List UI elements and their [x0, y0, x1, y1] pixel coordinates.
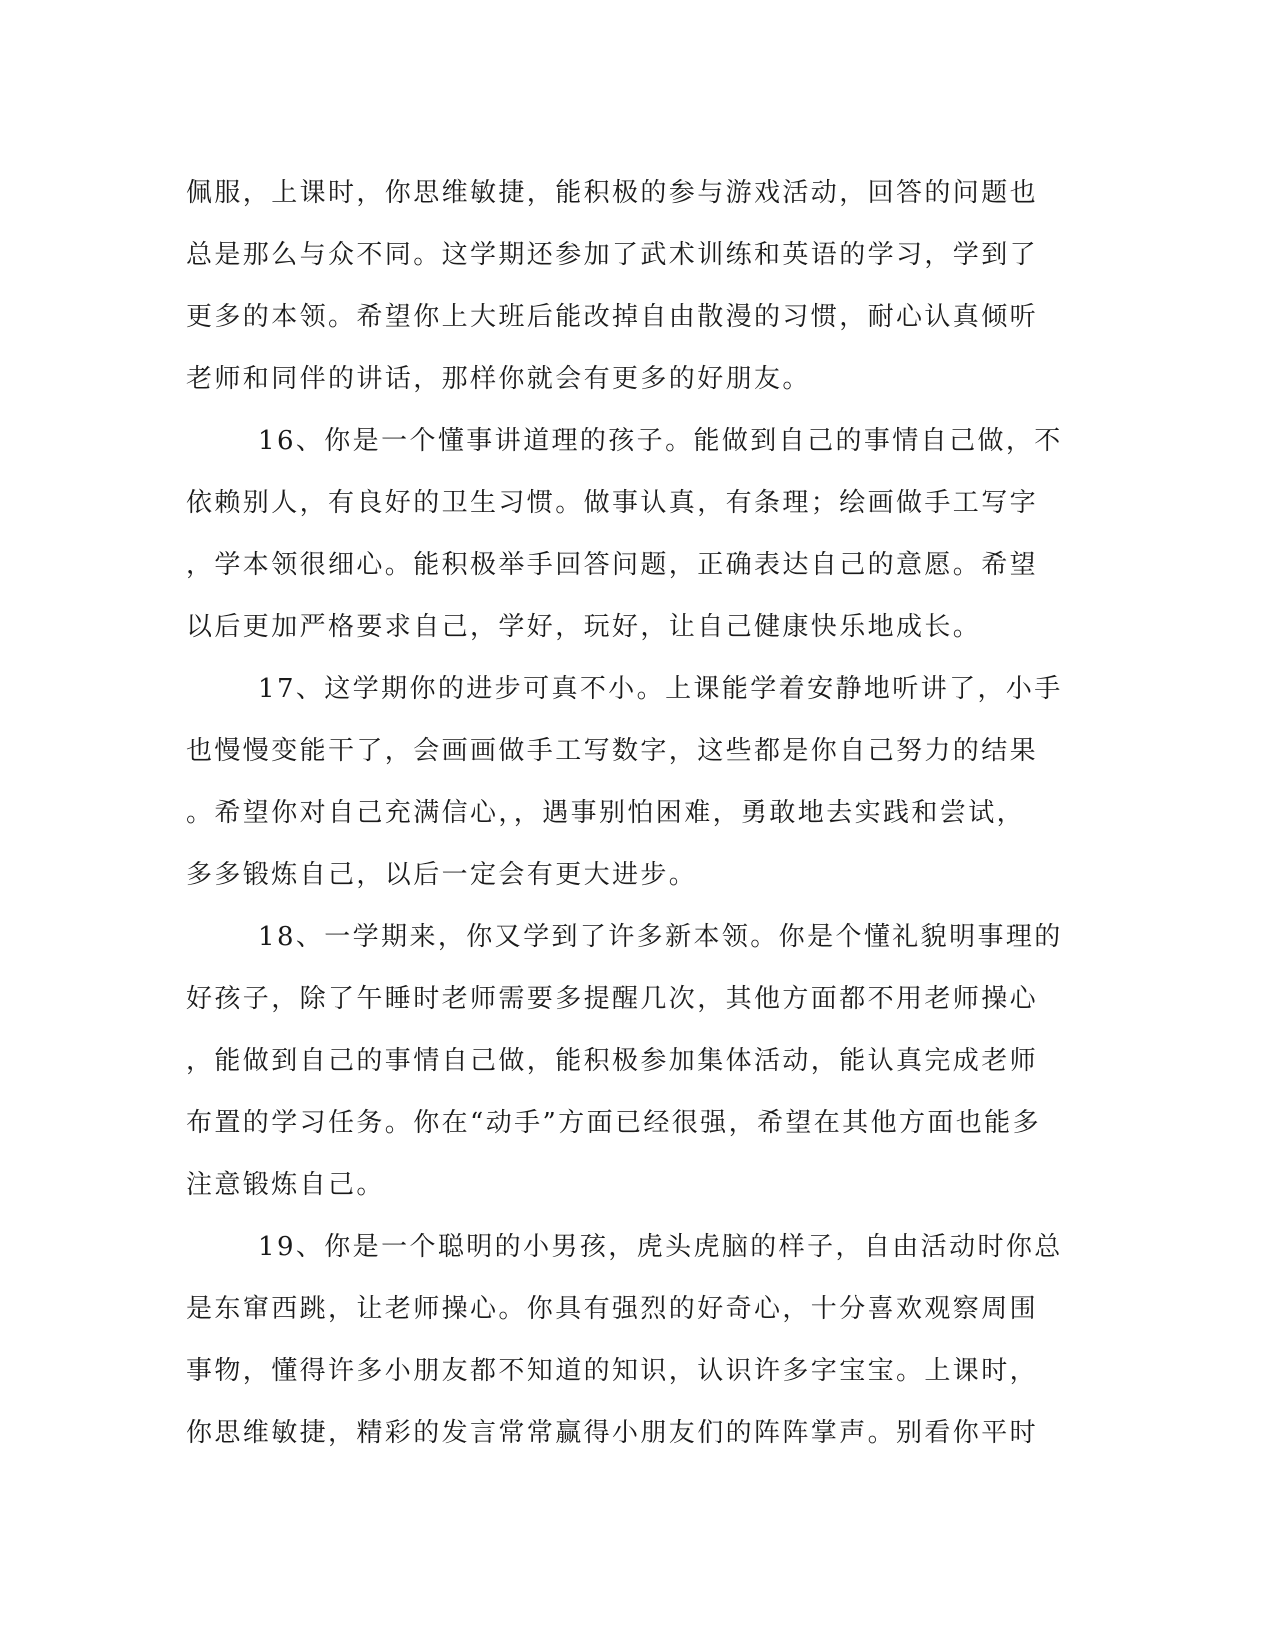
text-line: 总是那么与众不同。这学期还参加了武术训练和英语的学习，学到了: [186, 240, 1039, 270]
text-line: ，学本领很细心。能积极举手回答问题，正确表达自己的意愿。希望: [186, 550, 1039, 580]
paragraph-17-start: 17、这学期你的进步可真不小。上课能学着安静地听讲了，小手: [258, 674, 1063, 704]
text-line: 也慢慢变能干了，会画画做手工写数字，这些都是你自己努力的结果: [186, 736, 1039, 766]
text-line: 好孩子，除了午睡时老师需要多提醒几次，其他方面都不用老师操心: [186, 984, 1039, 1014]
text-line: 佩服，上课时，你思维敏捷，能积极的参与游戏活动，回答的问题也: [186, 178, 1039, 208]
paragraph-18-start: 18、一学期来，你又学到了许多新本领。你是个懂礼貌明事理的: [258, 922, 1063, 952]
text-line: 老师和同伴的讲话，那样你就会有更多的好朋友。: [186, 364, 811, 394]
text-line: 事物，懂得许多小朋友都不知道的知识，认识许多字宝宝。上课时，: [186, 1356, 1039, 1386]
paragraph-19-start: 19、你是一个聪明的小男孩，虎头虎脑的样子，自由活动时你总: [258, 1232, 1063, 1262]
text-line: 以后更加严格要求自己，学好，玩好，让自己健康快乐地成长。: [186, 612, 982, 642]
text-line: ，能做到自己的事情自己做，能积极参加集体活动，能认真完成老师: [186, 1046, 1039, 1076]
text-line: 注意锻炼自己。: [186, 1170, 385, 1200]
text-line: 。希望你对自己充满信心，，遇事别怕困难，勇敢地去实践和尝试，: [186, 798, 1026, 828]
text-line: 你思维敏捷，精彩的发言常常赢得小朋友们的阵阵掌声。别看你平时: [186, 1418, 1039, 1448]
document-body: [186, 162, 1066, 1464]
text-line: 多多锻炼自己，以后一定会有更大进步。: [186, 860, 698, 890]
text-line: 布置的学习任务。你在“动手”方面已经很强，希望在其他方面也能多: [186, 1108, 1041, 1138]
text-line: 依赖别人，有良好的卫生习惯。做事认真，有条理；绘画做手工写字: [186, 488, 1039, 518]
text-line: 是东窜西跳，让老师操心。你具有强烈的好奇心，十分喜欢观察周围: [186, 1294, 1039, 1324]
paragraph-16-start: 16、你是一个懂事讲道理的孩子。能做到自己的事情自己做，不: [258, 426, 1063, 456]
text-line: 更多的本领。希望你上大班后能改掉自由散漫的习惯，耐心认真倾听: [186, 302, 1039, 332]
